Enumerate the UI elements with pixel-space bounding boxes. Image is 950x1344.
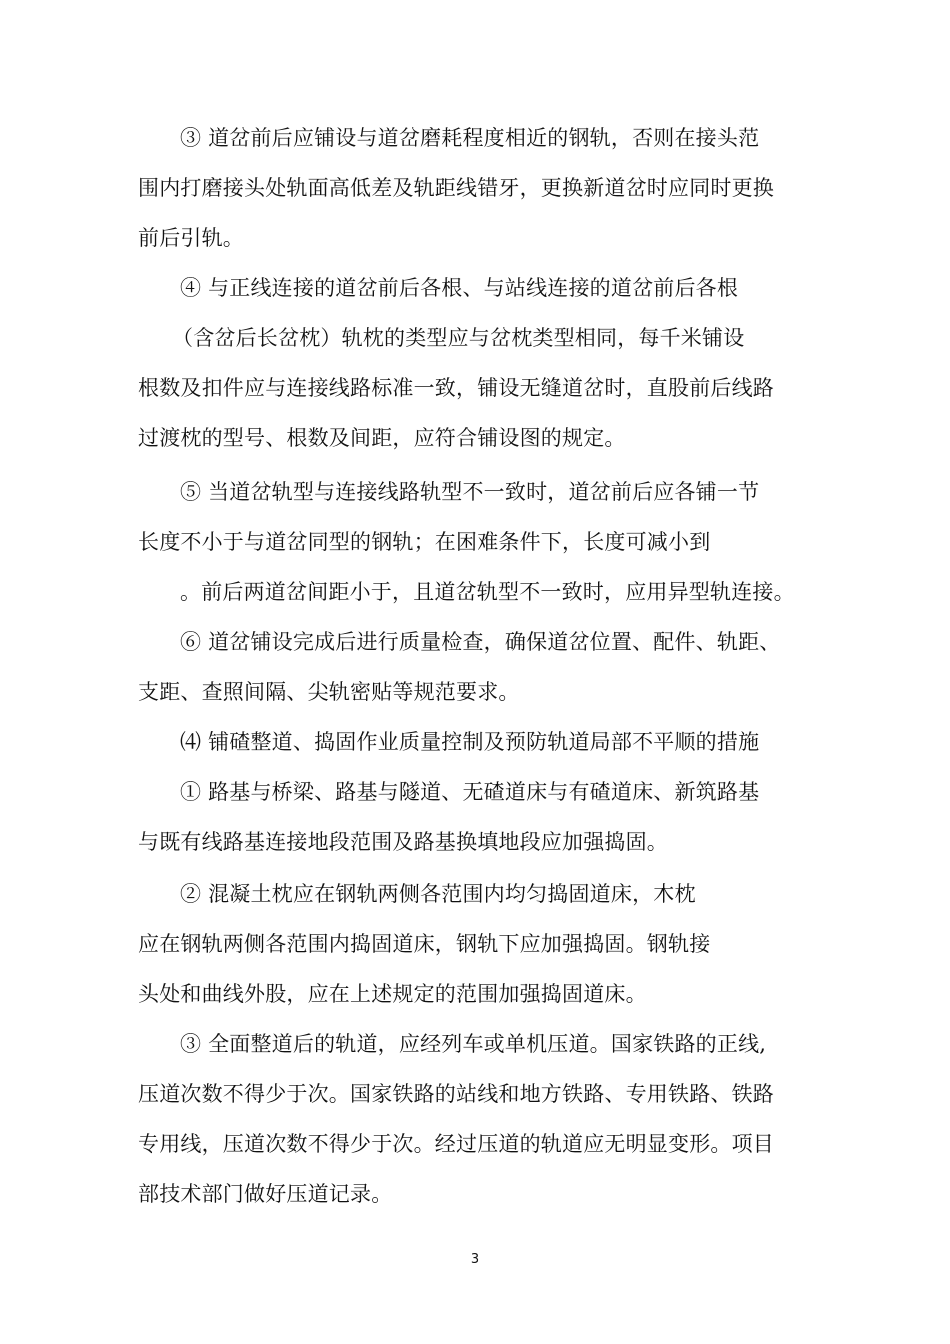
paragraph-line: ⑤ 当道岔轨型与连接线路轨型不一致时，道岔前后应各铺一节 <box>180 480 760 504</box>
paragraph-line: 前后引轨。 <box>138 226 244 250</box>
paragraph-line: 部技术部门做好压道记录。 <box>138 1182 393 1206</box>
paragraph-line: 压道次数不得少于次。国家铁路的站线和地方铁路、专用铁路、铁路 <box>138 1082 774 1106</box>
paragraph-line: ① 路基与桥梁、路基与隧道、无碴道床与有碴道床、新筑路基 <box>180 780 760 804</box>
paragraph-line: 与既有线路基连接地段范围及路基换填地段应加强捣固。 <box>138 830 668 854</box>
paragraph-line: ③ 全面整道后的轨道，应经列车或单机压道。国家铁路的正线, <box>180 1032 767 1056</box>
page-number: 3 <box>470 1252 480 1267</box>
paragraph-line: ③ 道岔前后应铺设与道岔磨耗程度相近的钢轨，否则在接头范 <box>180 126 760 150</box>
paragraph-line: 应在钢轨两侧各范围内捣固道床，钢轨下应加强捣固。钢轨接 <box>138 932 711 956</box>
paragraph-line: 长度不小于与道岔同型的钢轨；在困难条件下，长度可减小到 <box>138 530 711 554</box>
paragraph-line: 。前后两道岔间距小于，且道岔轨型不一致时，应用异型轨连接。 <box>180 580 795 604</box>
paragraph-line: ② 混凝土枕应在钢轨两侧各范围内均匀捣固道床，木枕 <box>180 882 696 906</box>
paragraph-line: ⑥ 道岔铺设完成后进行质量检查，确保道岔位置、配件、轨距、 <box>180 630 781 654</box>
paragraph-line: 头处和曲线外股，应在上述规定的范围加强捣固道床。 <box>138 982 647 1006</box>
paragraph-line: ④ 与正线连接的道岔前后各根、与站线连接的道岔前后各根 <box>180 276 739 300</box>
paragraph-line: 支距、查照间隔、尖轨密贴等规范要求。 <box>138 680 520 704</box>
paragraph-line: 过渡枕的型号、根数及间距，应符合铺设图的规定。 <box>138 426 626 450</box>
section-heading: ⑷ 铺碴整道、捣固作业质量控制及预防轨道局部不平顺的措施 <box>180 730 760 754</box>
paragraph-line: 专用线，压道次数不得少于次。经过压道的轨道应无明显变形。项目 <box>138 1132 774 1156</box>
paragraph-line: 围内打磨接头处轨面高低差及轨距线错牙，更换新道岔时应同时更换 <box>138 176 774 200</box>
paragraph-line: 根数及扣件应与连接线路标准一致，铺设无缝道岔时，直股前后线路 <box>138 376 774 400</box>
paragraph-line: （含岔后长岔枕）轨枕的类型应与岔枕类型相同，每千米铺设 <box>172 326 745 350</box>
